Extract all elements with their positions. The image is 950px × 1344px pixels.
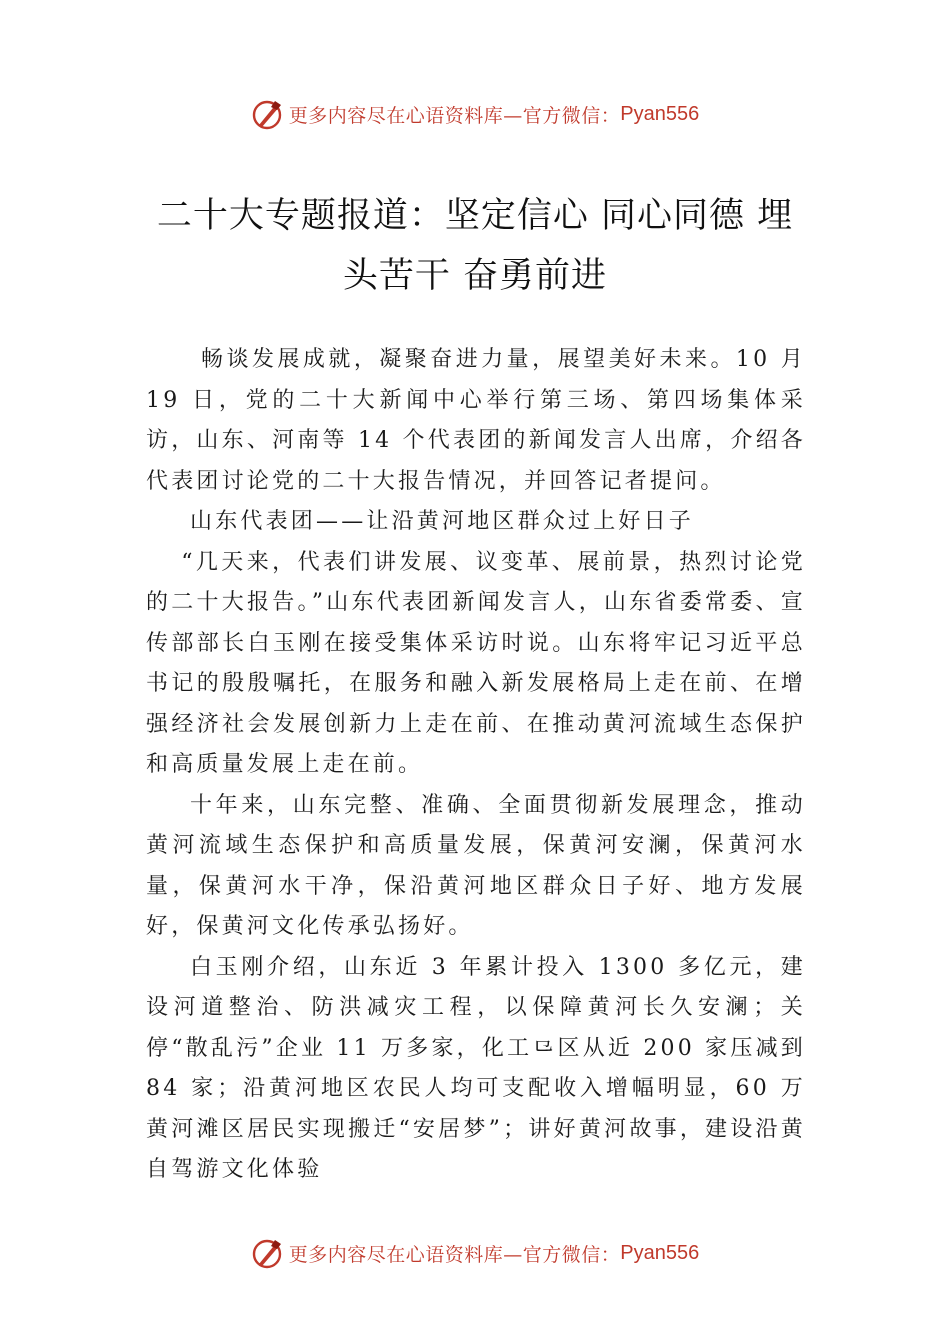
paragraph: 十年来，山东完整、准确、全面贯彻新发展理念，推动黄河流域生态保护和高质量发展，保黄河安澜，保黄河水量，保黄河水干净，保沿黄河地区群众日子好、地方发展好，保黄河文化传承弘扬好。	[146, 792, 806, 939]
header-watermark	[0, 94, 950, 134]
paragraph: “几天来，代表们讲发展、议变革、展前景，热烈讨论党的二十大报告。”山东代表团新闻发言人，山东省委常委、宣传部部长白玉刚在接受集体采访时说。山东将牢记习近平总书记的殷殷嘱托，在服务和融入新发展格局上走在前、在增强经济社会发展创新力上走在前、在推动黄河流域生态保护和高质量发展上走在前。	[146, 549, 806, 777]
footer-watermark	[0, 1233, 950, 1273]
watermark-id: Pyan556	[620, 102, 700, 125]
feather-pen-logo-icon	[251, 97, 285, 131]
paragraph: 白玉刚介绍，山东近 3 年累计投入 1300 多亿元，建设河道整治、防洪减灾工程，以保障黄河长久安澜；关停“散乱污”企业 11 万多家，化工⺋区从近 200 家压减到 84 家；沿黄河地区农民人均可支配收入增幅明显，60 万黄河滩区居民实现搬迁“安居梦”；讲好黄河故事，建设沿黄自驾游文化体验	[146, 954, 806, 1182]
section-heading: 山东代表团——让沿黄河地区群众过上好日子	[190, 509, 695, 534]
paragraph: 畅谈发展成就，凝聚奋进力量，展望美好未来。10 月 19 日，党的二十大新闻中心举行第三场、第四场集体采访，山东、河南等 14 个代表团的新闻发言人出席，介绍各代表团讨论党的二十大报告情况，并回答记者提问。	[146, 347, 806, 494]
feather-pen-logo-icon	[251, 1236, 285, 1270]
watermark-text: 更多内容尽在心语资料库—官方微信：	[288, 1243, 621, 1266]
watermark-id: Pyan556	[620, 1241, 700, 1264]
watermark-text: 更多内容尽在心语资料库—官方微信：	[288, 104, 621, 127]
article-body	[146, 340, 806, 1191]
article-title: 二十大专题报道：坚定信心 同心同德 埋头苦干 奋勇前进	[156, 196, 794, 296]
